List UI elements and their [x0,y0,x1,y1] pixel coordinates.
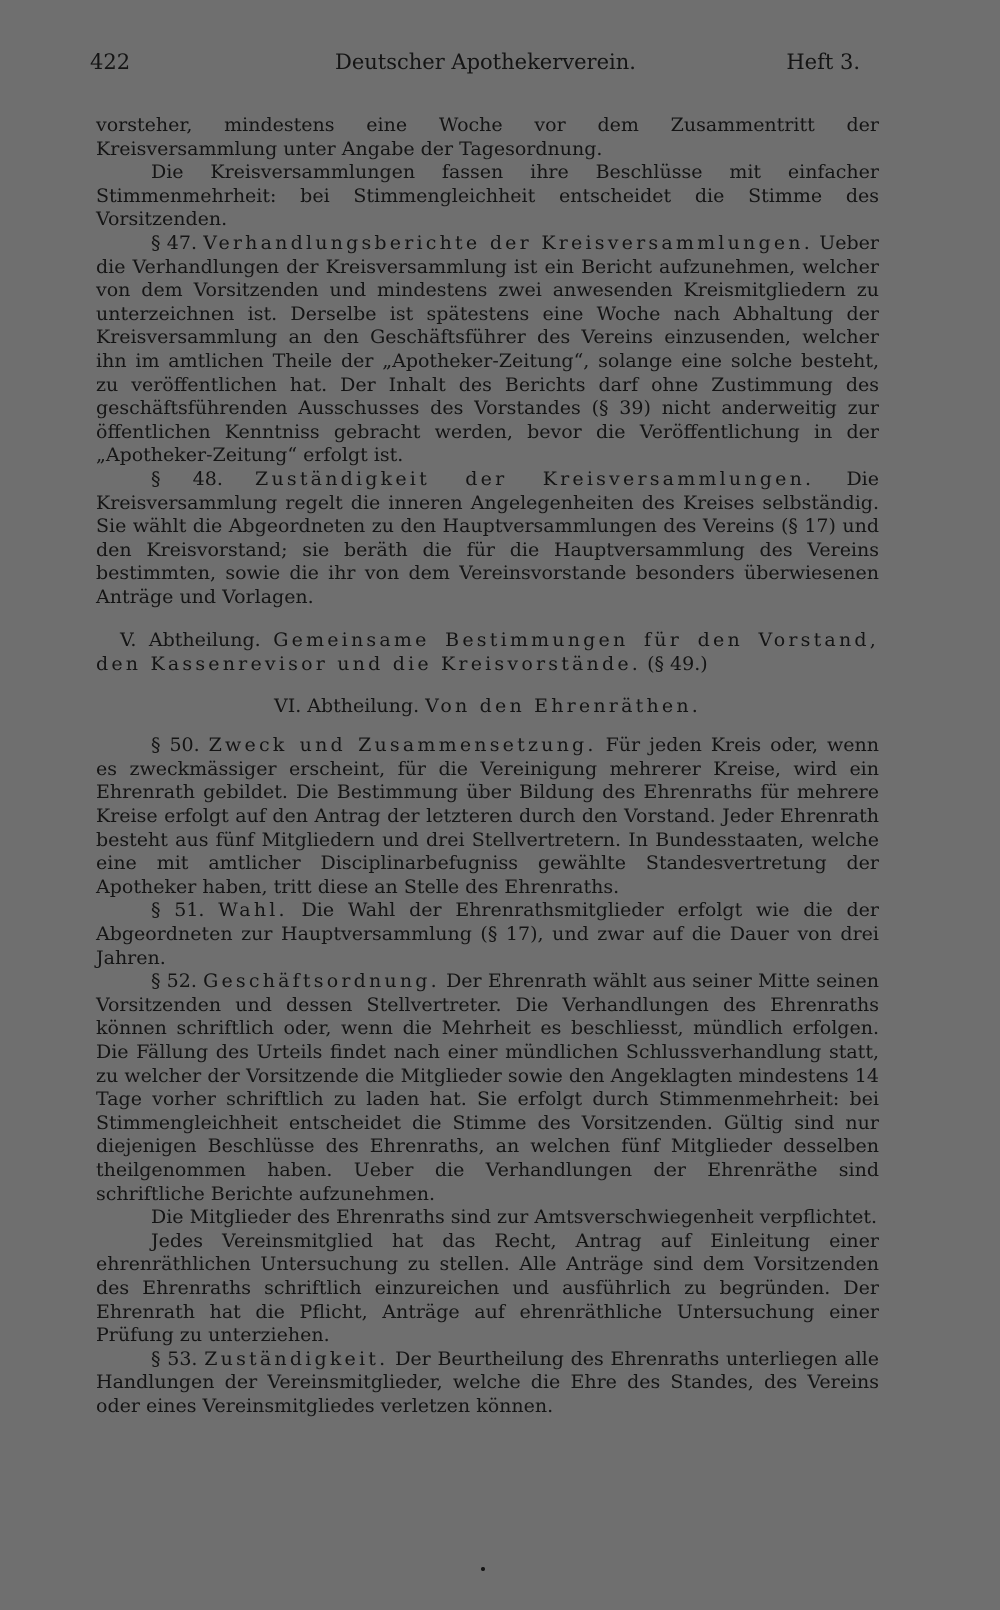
section-number: § 52. [151,970,197,993]
paragraph-continuation: vorsteher, mindestens eine Woche vor dem Zusammentritt der Kreisversammlung unter Angabe der Tagesordnung. [96,114,879,160]
section-heading: Geschäftsordnung. [203,970,440,993]
section-heading: Zweck und Zusammensetzung. [208,734,597,757]
section-47 [96,232,879,468]
section-number: § 47. [151,231,197,254]
division-v [96,629,879,676]
section-text: Die Kreisversammlung regelt die inneren Angelegenheiten des Kreises selbständig. Sie wählt die Abgeordneten zu den Hauptversammlungen des Vereins (§ 17) und den Kreisvorstand; sie beräth die für die Hauptversammlung des Vereins bestimmten, sowie die ihr von dem Vereinsvorstande besonders überwiesenen Anträge und Vorlagen. [96,467,880,608]
division-heading: Gemeinsame Bestimmungen für den Vorstand, den Kassenrevisor und die Kreisvorstände. [96,629,879,676]
section-53 [96,1348,879,1419]
section-number: § 50. [151,734,200,757]
section-text: Für jeden Kreis oder, wenn es zweckmässiger erscheint, für die Vereinigung mehrerer Kreise, wird ein Ehrenrath gebildet. Die Bestimmung über Bildung des Ehrenraths für mehrere Kreise erfolgt auf den Antrag der letzteren durch den Vorstand. Jeder Ehrenrath besteht aus fünf Mitgliedern und drei Stellvertretern. In Bundesstaaten, welche eine mit amtlicher Disciplinarbefugniss gewählte Standesvertretung der Apotheker haben, tritt diese an Stelle des Ehrenraths. [96,734,879,898]
section-50 [96,734,879,899]
division-reference: (§ 49.) [647,653,708,676]
division-heading: Von den Ehrenräthen. [425,694,702,717]
issue-number: Heft 3. [786,50,860,74]
running-header [90,50,860,82]
section-text: Ueber die Verhandlungen der Kreisversammlung ist ein Bericht aufzunehmen, welcher von dem Vorsitzenden und mindestens zwei anwesenden Kreismitgliedern zu unterzeichnen ist. Derselbe ist spätestens eine Woche nach Abhaltung der Kreisversammlung an den Geschäftsführer des Vereins einzusenden, welcher ihn im amtlichen Theile der „Apotheker-Zeitung“, solange eine solche besteht, zu veröffentlichen hat. Der Inhalt des Berichts darf ohne Zustimmung des geschäftsführenden Ausschusses des Vorstandes (§ 39) nicht anderweitig zur öffentlichen Kenntniss gebracht werden, bevor die Veröffentlichung in der „Apotheker-Zeitung“ erfolgt ist. [96,231,879,467]
paragraph-verschwiegenheit: Die Mitglieder des Ehrenraths sind zur Amtsverschwiegenheit verpflichtet. [151,1206,878,1229]
paragraph-beschluesse: Die Kreisversammlungen fassen ihre Beschlüsse mit einfacher Stimmenmehrheit: bei Stimmengleichheit entscheidet die Stimme des Vorsitzenden. [96,161,879,231]
division-label: V. Abtheilung. [120,629,261,652]
scan-speck [481,1567,485,1571]
section-text: Der Beurtheilung des Ehrenraths unterliegen alle Handlungen der Vereinsmitglieder, welche die Ehre des Standes, des Vereins oder eines Vereinsmitgliedes verletzen können. [96,1347,879,1417]
paragraph-antrag: Jedes Vereinsmitglied hat das Recht, Antrag auf Einleitung einer ehrenräthlichen Untersuchung zu stellen. Alle Anträge sind dem Vorsitzenden des Ehrenraths schriftlich einzureichen und ausführlich zu begründen. Der Ehrenrath hat die Pflicht, Anträge auf ehrenräthliche Untersuchung einer Prüfung zu unterziehen. [96,1229,879,1347]
section-48 [96,468,879,610]
division-vi [96,695,879,719]
section-heading: Zuständigkeit. [204,1347,389,1370]
section-52 [96,970,879,1206]
section-51 [96,899,879,970]
section-text: Der Ehrenrath wählt aus seiner Mitte seinen Vorsitzenden und dessen Stellvertreter. Die Verhandlungen des Ehrenraths können schriftlich oder, wenn die Mehrheit es beschliesst, mündlich erfolgen. Die Fällung des Urteils findet nach einer mündlichen Schlussverhandlung statt, zu welcher der Vorsitzende die Mitglieder sowie den Angeklagten mindestens 14 Tage vorher schriftlich zu laden hat. Sie erfolgt durch Stimmenmehrheit: bei Stimmengleichheit entscheidet die Stimme des Vorsitzenden. Gültig sind nur diejenigen Beschlüsse des Ehrenraths, an welchen fünf Mitglieder desselben theilgenommen haben. Ueber die Verhandlungen der Ehrenräthe sind schriftliche Berichte aufzunehmen. [96,970,879,1205]
section-text: Die Wahl der Ehrenrathsmitglieder erfolgt wie die der Abgeordneten zur Hauptversammlung (§ 17), und zwar auf die Dauer von drei Jahren. [96,899,879,969]
section-number: § 51. [151,899,205,922]
page-number: 422 [90,50,131,74]
division-label: VI. Abtheilung. [273,694,420,717]
section-number: § 53. [151,1347,198,1370]
section-number: § 48. [151,467,223,490]
section-heading: Verhandlungsberichte der Kreisversammlungen. [203,231,813,254]
journal-title: Deutscher Apothekerverein. [335,50,636,74]
body-text [96,114,879,1418]
section-heading: Zuständigkeit der Kreisversammlungen. [255,467,815,490]
section-heading: Wahl. [218,899,288,922]
